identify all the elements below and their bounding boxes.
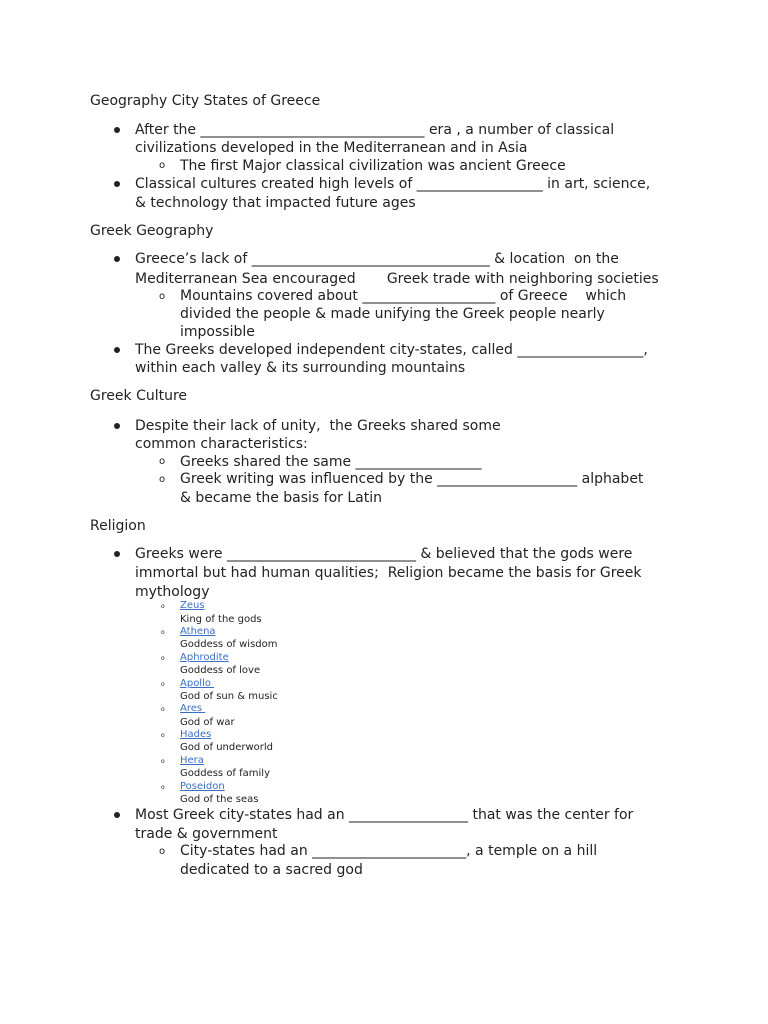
sub-bullet-icon: o <box>161 603 165 610</box>
god-description: Goddess of wisdom <box>180 639 278 650</box>
heading-greek-geography: Greek Geography <box>90 223 214 239</box>
bullet-icon <box>114 423 120 429</box>
heading-greek-culture: Greek Culture <box>90 388 188 404</box>
text-line: common characteristics: <box>135 436 308 452</box>
sub-bullet-icon: o <box>161 629 165 636</box>
text-line: The first Major classical civilization was ancient Greece <box>180 158 566 174</box>
sub-bullet-icon: o <box>159 456 166 467</box>
bullet-icon <box>114 551 120 557</box>
heading-geography: Geography City States of Greece <box>90 93 321 109</box>
sub-bullet-icon: o <box>161 655 165 662</box>
heading-religion: Religion <box>90 518 146 534</box>
god-description: God of the seas <box>180 794 259 805</box>
text-line: Classical cultures created high levels of __________________ in art, science, <box>135 176 651 192</box>
god-link-athena[interactable]: Athena <box>180 626 216 637</box>
god-description: Goddess of family <box>180 768 270 779</box>
bullet-icon <box>114 347 120 353</box>
text-line: trade & government <box>135 826 278 842</box>
text-line: divided the people & made unifying the Greek people nearly <box>180 306 605 322</box>
text-line: civilizations developed in the Mediterranean and in Asia <box>135 140 528 156</box>
god-link-hera[interactable]: Hera <box>180 755 204 766</box>
text-line: Despite their lack of unity, the Greeks shared some <box>135 418 501 434</box>
god-link-hades[interactable]: Hades <box>180 729 212 740</box>
bullet-icon <box>114 127 120 133</box>
god-description: God of war <box>180 717 235 728</box>
text-line: Greece’s lack of __________________________________ & location on the <box>135 251 619 267</box>
text-line: Mountains covered about ___________________ of Greece which <box>180 288 627 304</box>
sub-bullet-icon: o <box>161 784 165 791</box>
sub-bullet-icon: o <box>161 758 165 765</box>
sub-bullet-icon: o <box>159 160 166 171</box>
bullet-icon <box>114 256 120 262</box>
sub-bullet-icon: o <box>159 291 166 302</box>
text-line: After the ________________________________ era , a number of classical <box>135 122 615 138</box>
text-line: & became the basis for Latin <box>180 490 382 506</box>
text-line: Greek writing was influenced by the ____________________ alphabet <box>180 471 644 487</box>
sub-bullet-icon: o <box>161 732 165 739</box>
sub-bullet-icon: o <box>159 846 166 857</box>
text-line: Greeks were ___________________________ & believed that the gods were <box>135 546 633 562</box>
sub-bullet-icon: o <box>161 706 165 713</box>
text-line: City-states had an ______________________, a temple on a hill <box>180 843 598 859</box>
text-line: impossible <box>180 324 255 340</box>
text-line: Greeks shared the same __________________ <box>180 454 482 470</box>
text-line: dedicated to a sacred god <box>180 862 363 878</box>
god-link-aphrodite[interactable]: Aphrodite <box>180 652 229 663</box>
sub-bullet-icon: o <box>159 474 166 485</box>
text-line: & technology that impacted future ages <box>135 195 416 211</box>
god-link-apollo[interactable]: Apollo <box>180 678 215 689</box>
god-link-poseidon[interactable]: Poseidon <box>180 781 225 792</box>
god-link-zeus[interactable]: Zeus <box>180 600 205 611</box>
text-line: within each valley & its surrounding mountains <box>135 360 466 376</box>
bullet-icon <box>114 812 120 818</box>
sub-bullet-icon: o <box>161 681 165 688</box>
text-line: immortal but had human qualities; Religion became the basis for Greek <box>135 565 642 581</box>
god-description: King of the gods <box>180 614 262 625</box>
text-line: The Greeks developed independent city-states, called __________________, <box>135 342 648 358</box>
text-line: Most Greek city-states had an _________________ that was the center for <box>135 807 634 823</box>
god-link-ares[interactable]: Ares <box>180 703 206 714</box>
god-description: God of underworld <box>180 742 274 753</box>
god-description: God of sun & music <box>180 691 278 702</box>
text-line: mythology <box>135 584 210 600</box>
god-description: Goddess of love <box>180 665 261 676</box>
bullet-icon <box>114 181 120 187</box>
text-line: Mediterranean Sea encouraged Greek trade with neighboring societies <box>135 271 659 287</box>
